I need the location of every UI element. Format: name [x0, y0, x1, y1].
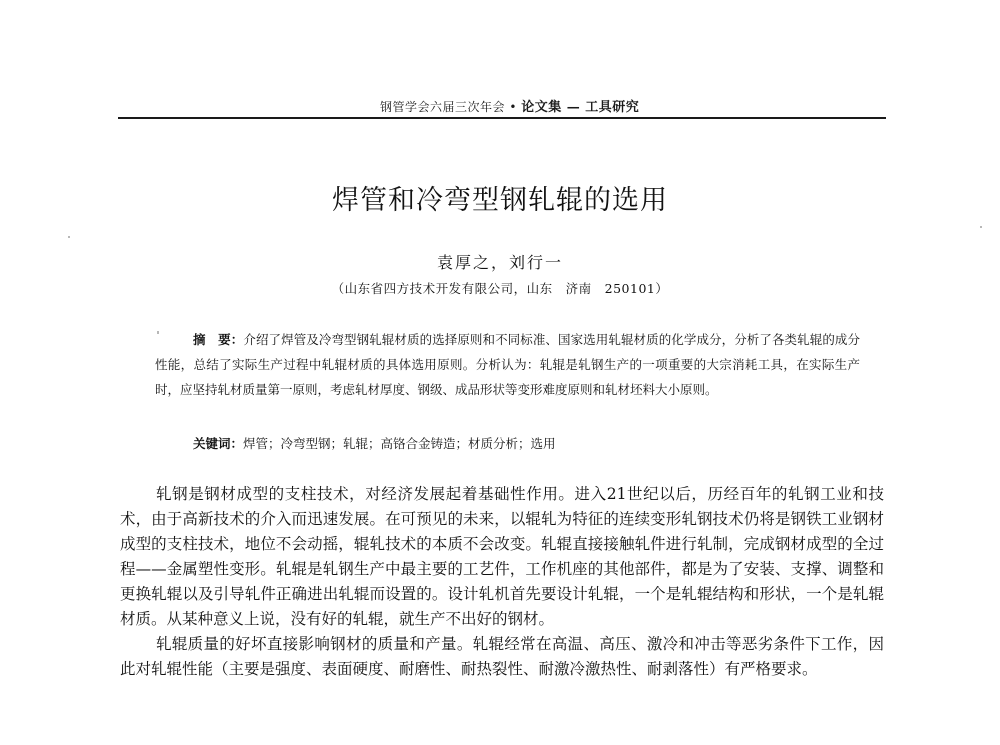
scan-speck [980, 226, 982, 228]
running-header-conference: 钢管学会六届三次年会 • [380, 100, 522, 114]
scan-speck [68, 236, 70, 238]
paper-authors: 袁厚之，刘行一 [436, 253, 563, 272]
body-paragraph: 轧钢是钢材成型的支柱技术，对经济发展起着基础性作用。进入21世纪以后，历经百年的轧钢工业和技术，由于高新技术的介入而迅速发展。在可预见的未来，以辊轧为特征的连续变形轧钢技术仍将是钢铁工业钢材成型的支柱技术，地位不会动摇，辊轧技术的本质不会改变。轧辊直接接触轧件进行轧制，完成钢材成型的全过程——金属塑性变形。轧辊是轧钢生产中最主要的工艺件，工作机座的其他部件，都是为了安装、支撑、调整和更换轧辊以及引导轧件正确进出轧辊而设置的。设计轧机首先要设计轧辊，一个是轧辊结构和形状，一个是轧辊材质。从某种意义上说，没有好的轧辊，就生产不出好的钢材。 [120, 485, 884, 628]
header-rule [118, 117, 886, 119]
abstract-label: 摘 要： [193, 332, 244, 347]
paper-affiliation: （山东省四方技术开发有限公司，山东 济南 250101） [331, 281, 669, 296]
body-paragraph: 轧辊质量的好坏直接影响钢材的质量和产量。轧辊经常在高温、高压、激冷和冲击等恶劣条件下工作，因此对轧辊性能（主要是强度、表面硬度、耐磨性、耐热裂性、耐激冷激热性、耐剥落性）有严格要求。 [120, 635, 884, 678]
abstract-text: 介绍了焊管及冷弯型钢轧辊材质的选择原则和不同标准、国家选用轧辊材质的化学成分，分析了各类轧辊的成分性能，总结了实际生产过程中轧辊材质的具体选用原则。分析认为：轧辊是轧钢生产的一项重要的大宗消耗工具，在实际生产时，应坚持轧材质量第一原则，考虑轧材厚度、钢级、成品形状等变形难度原则和轧材坯料大小原则。 [155, 332, 860, 397]
keywords-text: 焊管；冷弯型钢；轧辊；高铬合金铸造；材质分析；选用 [243, 436, 556, 451]
running-header [380, 96, 639, 115]
paper-title: 焊管和冷弯型钢轧辊的选用 [332, 185, 668, 216]
running-header-series: 论文集 — 工具研究 [521, 100, 640, 115]
abstract [155, 327, 860, 402]
keywords [193, 434, 873, 454]
body-text [120, 482, 884, 682]
keywords-label: 关键词： [193, 436, 244, 451]
